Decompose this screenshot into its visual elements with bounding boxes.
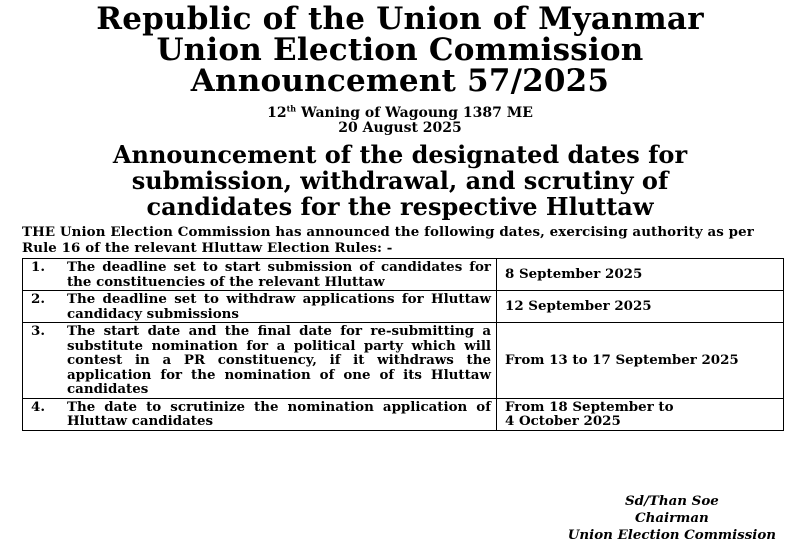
row-description: [23, 323, 497, 399]
signatory-title: Chairman: [634, 510, 709, 526]
subheading: [0, 142, 800, 220]
table-row: [23, 398, 784, 430]
row-description: [23, 291, 497, 323]
row-text: The start date and the final date for re-submitting a substitute nomination for a political party which will contest in a PR constituency, if it withdraws the application for the nomination of one of its Hluttaw candidates: [67, 323, 491, 397]
lunar-day: 12: [267, 105, 287, 121]
table-row: [23, 323, 784, 399]
announcement-number: Announcement 57/2025: [190, 63, 610, 99]
row-description: [23, 398, 497, 430]
intro-paragraph: THE Union Election Commission has announced the following dates, exercising authority as per Rule 16 of the relevant Hluttaw Election Rules: -: [22, 224, 754, 256]
row-date: [497, 398, 784, 430]
row-number: 2.: [31, 291, 45, 307]
row-number: 3.: [31, 323, 45, 339]
row-date: From 13 to 17 September 2025: [497, 323, 784, 399]
row-date-line-1: From 18 September to: [505, 398, 674, 415]
dateline: [0, 103, 800, 136]
row-text: The date to scrutinize the nomination application of Hluttaw candidates: [67, 398, 491, 429]
lunar-suffix: th: [286, 103, 297, 114]
row-number: 4.: [31, 398, 45, 415]
country-title: Republic of the Union of Myanmar: [96, 1, 704, 37]
table-row: [23, 259, 784, 291]
subheading-line-3: candidates for the respective Hluttaw: [146, 192, 654, 221]
table-row: [23, 291, 784, 323]
dates-table: [22, 258, 784, 431]
lunar-rest: Waning of Wagoung 1387 ME: [296, 105, 533, 121]
signature-block: [568, 493, 776, 544]
lunar-date: [0, 103, 800, 121]
signatory-organization: Union Election Commission: [567, 527, 776, 543]
subheading-line-1: Announcement of the designated dates for: [112, 140, 688, 169]
subheading-line-2: submission, withdrawal, and scrutiny of: [131, 166, 669, 195]
row-text: The deadline set to start submission of candidates for the constituencies of the relevant Hluttaw: [67, 259, 491, 290]
row-text: The deadline set to withdraw applications for Hluttaw candidacy submissions: [67, 291, 491, 322]
row-description: [23, 259, 497, 291]
gregorian-date: 20 August 2025: [338, 120, 462, 136]
signatory: Sd/Than Soe: [624, 493, 719, 509]
row-date: 12 September 2025: [497, 291, 784, 323]
row-date: 8 September 2025: [497, 259, 784, 291]
row-date-line-2: 4 October 2025: [505, 413, 621, 429]
commission-title: Union Election Commission: [156, 32, 644, 68]
announcement-header: [0, 1, 800, 99]
row-number: 1.: [31, 259, 45, 275]
